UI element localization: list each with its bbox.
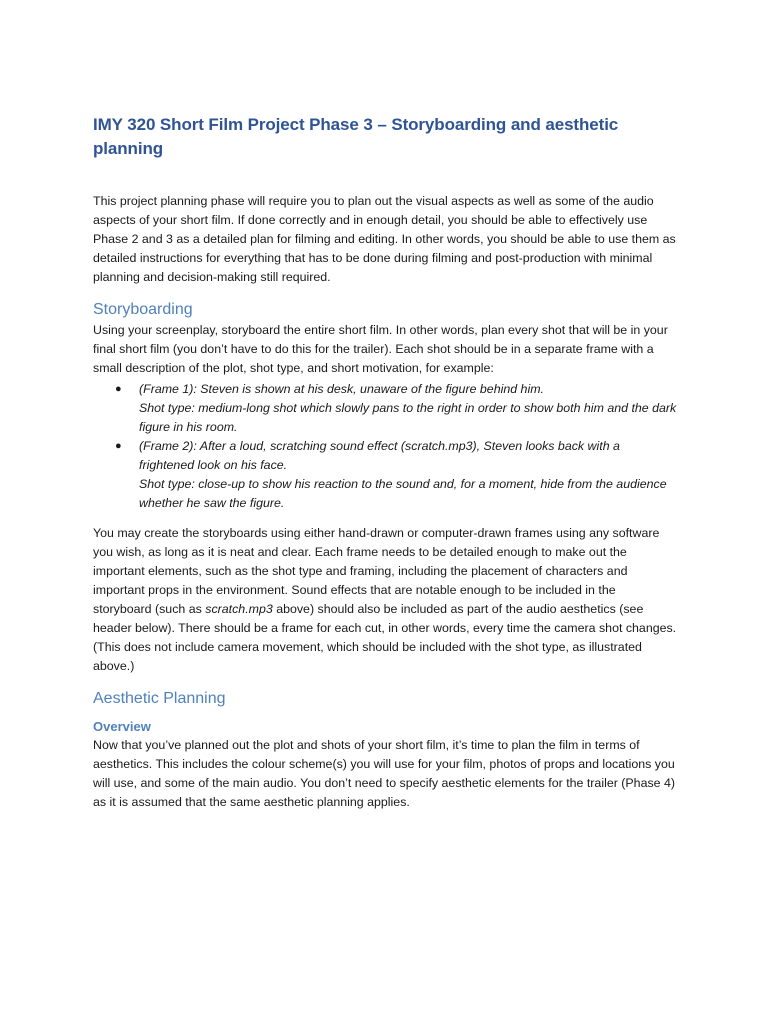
bullet-icon: ● [115,383,122,395]
frame-description: (Frame 2): After a loud, scratching sound effect (scratch.mp3), Steven looks back with a frightened look on his face. [139,439,620,472]
details-text-end: above) should also be included as part of the audio aesthetics (see header below). There should be a frame for each cut, in other words, every time the camera shot changes. (This does not include camera movement, which should be included with the shot type, as illustrated above.) [93,602,677,673]
document-page [93,113,677,812]
bullet-icon: ● [115,440,122,452]
overview-paragraph: Now that you’ve planned out the plot and shots of your short film, it’s time to plan the film in terms of aesthetics. This includes the colour scheme(s) you will use for your film, photos of props and locations you will use, and some of the main audio. You don’t need to specify aesthetic elements for the trailer (Phase 4) as it is assumed that the same aesthetic planning applies. [93,738,676,809]
storyboarding-paragraph: Using your screenplay, storyboard the entire short film. In other words, plan every shot that will be in your final short film (you don’t have to do this for the trailer). Each shot should be in a separate frame with a small description of the plot, shot type, and short motivation, for example: [93,323,668,375]
frame-shot-type: Shot type: medium-long shot which slowly pans to the right in order to show both him and the dark figure in his room. [139,401,677,434]
overview-heading: Overview [93,719,151,734]
frame-description: (Frame 1): Steven is shown at his desk, unaware of the figure behind him. [139,382,544,396]
details-text-start: You may create the storyboards using either hand-drawn or computer-drawn frames using any software you wish, as long as it is neat and clear. Each frame needs to be detailed enough to make out the important elements, such as the shot type and framing, including the placement of characters and important props in the environment. Sound effects that are notable enough to be included in the storyboard (such as [93,526,660,616]
intro-paragraph: This project planning phase will require you to plan out the visual aspects as well as some of the audio aspects of your short film. If done correctly and in enough detail, you should be able to effectively use Phase 2 and 3 as a detailed plan for filming and editing. In other words, you should be able to use them as detailed instructions for everything that has to be done during filming and post-production with minimal planning and decision-making still required. [93,194,676,284]
storyboard-details-paragraph [93,524,677,676]
frame-examples-list [93,380,677,513]
list-item [115,437,677,513]
document-title: IMY 320 Short Film Project Phase 3 – Storyboarding and aesthetic planning [93,115,619,158]
storyboarding-heading: Storyboarding [93,301,193,318]
aesthetic-planning-heading: Aesthetic Planning [93,690,226,707]
details-text-filename: scratch.mp3 [205,602,273,616]
frame-shot-type: Shot type: close-up to show his reaction to the sound and, for a moment, hide from the audience whether he saw the figure. [139,477,667,510]
list-item [115,380,677,437]
